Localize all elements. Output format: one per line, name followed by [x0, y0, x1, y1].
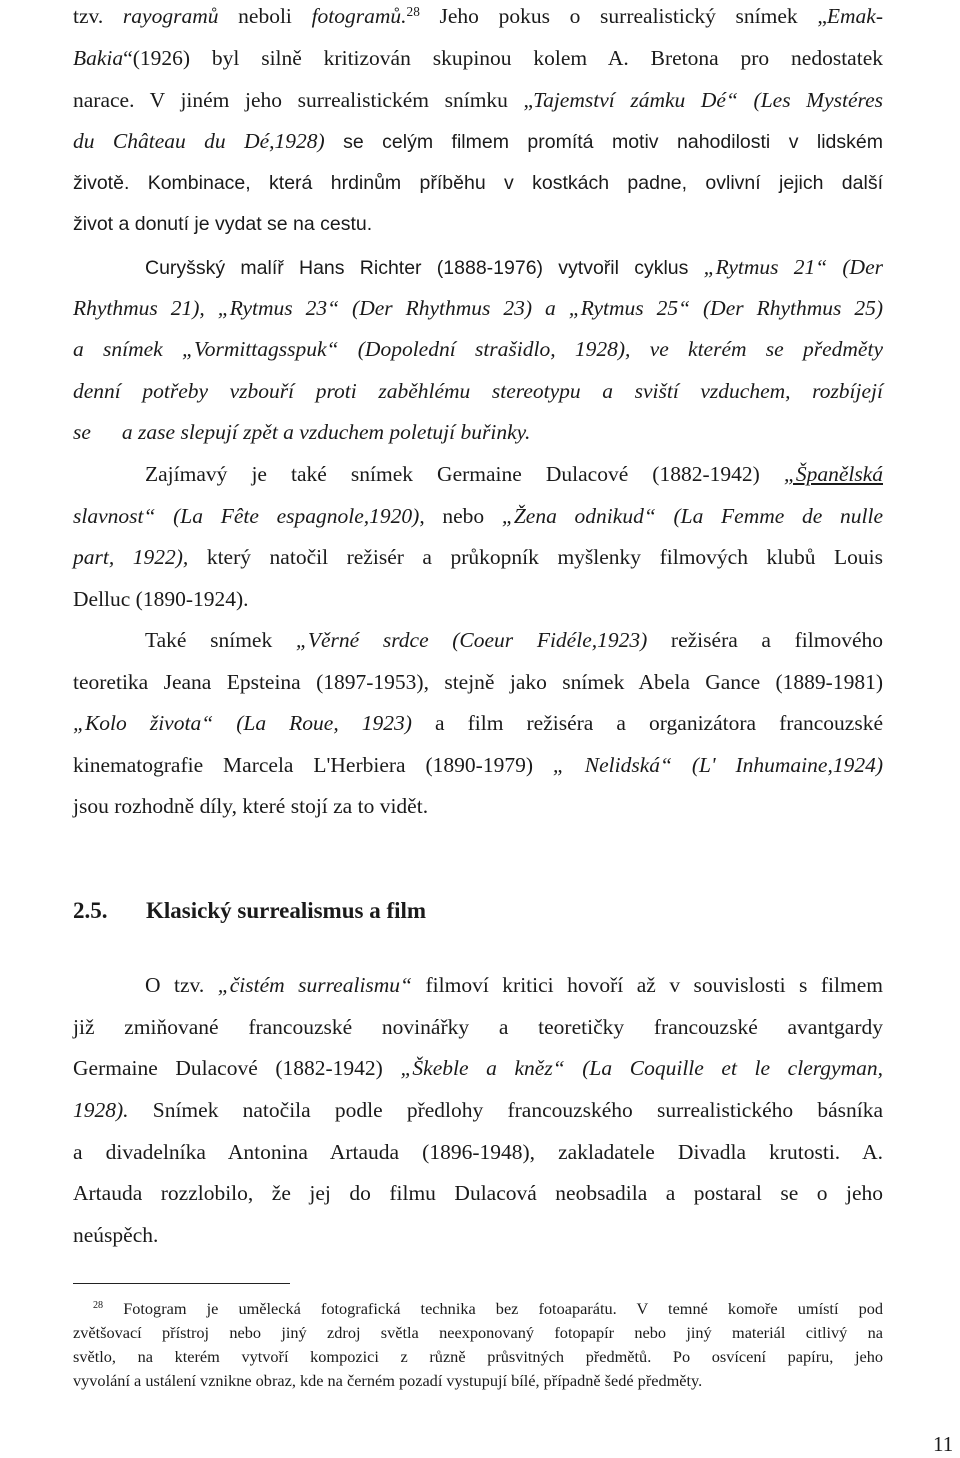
text-line: již zmiňované francouzské novinářky a teoretičky francouzské avantgardy [73, 1015, 883, 1039]
text-line: život a donutí je vydat se na cestu. [73, 213, 373, 235]
text-line: životě. Kombinace, která hrdinům příběhu v kostkách padne, ovlivní jejich další [73, 172, 883, 194]
text-line: Curyšský malíř Hans Richter (1888-1976) vytvořil cyklus „Rytmus 21“ (Der [145, 255, 883, 279]
footnote-line: vyvolání a ustálení vznikne obraz, kde na černém pozadí vystupují bílé, případně šedé předměty. [73, 1371, 703, 1390]
section-number: 2.5. [73, 898, 108, 923]
text-line: denní potřeby vzbouří proti zaběhlému stereotypu a sviští vzduchem, rozbíjejí [73, 379, 883, 403]
section-heading [73, 896, 426, 926]
text-line: Rhythmus 21), „Rytmus 23“ (Der Rhythmus 23) a „Rytmus 25“ (Der Rhythmus 25) [73, 296, 883, 320]
footnote-number: 28 [93, 1300, 104, 1312]
footnote-ref: 28 [406, 3, 420, 19]
text-line: du Château du Dé,1928) se celým filmem promítá motiv nahodilosti v lidském [73, 129, 883, 153]
text-line: 1928). Snímek natočila podle předlohy francouzského surrealistického básníka [73, 1098, 883, 1122]
text-line: narace. V jiném jeho surrealistickém snímku „Tajemství zámku Dé“ (Les Mystéres [73, 88, 883, 112]
footnote-line: $^{28}$ Fotogram je umělecká fotografická technika bez fotoaparátu. V temné komoře umístí pod [93, 1299, 883, 1318]
text-line: Delluc (1890-1924). [73, 587, 249, 611]
text-line: O tzv. „čistém surrealismu“ filmoví kritici hovoří až v souvislosti s filmem [145, 973, 883, 997]
text-line: teoretika Jeana Epsteina (1897-1953), stejně jako snímek Abela Gance (1889-1981) [73, 670, 883, 694]
footnote-divider [73, 1283, 290, 1284]
page-number: 11 [933, 1432, 954, 1456]
text-line: „Kolo života“ (La Roue, 1923) a film režiséra a organizátora francouzské [73, 711, 883, 735]
text-line: Zajímavý je také snímek Germaine Dulacové (1882-1942) „Španělská [145, 462, 883, 486]
text-line: Také snímek „Věrné srdce (Coeur Fidéle,1923) režiséra a filmového [145, 628, 883, 652]
text-line: neúspěch. [73, 1223, 159, 1247]
text-line: a divadelníka Antonina Artauda (1896-1948), zakladatele Divadla krutosti. A. [73, 1140, 883, 1164]
section-title: Klasický surrealismus a film [146, 898, 427, 923]
text-line: kinematografie Marcela L'Herbiera (1890-1979) „ Nelidská“ (L' Inhumaine,1924) [73, 753, 883, 777]
text-line: Bakia“(1926) byl silně kritizován skupinou kolem A. Bretona pro nedostatek [73, 46, 883, 70]
text-line: Artauda rozzlobilo, že jej do filmu Dulacová neobsadila a postaral se o jeho [73, 1181, 883, 1205]
text-line: jsou rozhodně díly, které stojí za to vidět. [73, 794, 429, 818]
text-line: tzv. rayogramů neboli fotogramů.$^{28}$ Jeho pokus o surrealistický snímek „Emak- [73, 3, 883, 28]
text-line: a snímek „Vormittagsspuk“ (Dopolední strašidlo, 1928), ve kterém se předměty [73, 337, 883, 361]
footnote-line: zvětšovací přístroj nebo jiný zdroj světla neexponovaný fotopapír nebo jiný materiál citlivý na [73, 1323, 883, 1342]
text-line: se a zase slepují zpět a vzduchem poletují buřinky. [73, 420, 531, 444]
text-line: part, 1922), který natočil režisér a průkopník myšlenky filmových klubů Louis [73, 545, 883, 569]
text-line: Germaine Dulacové (1882-1942) „Škeble a kněz“ (La Coquille et le clergyman, [73, 1056, 883, 1080]
footnote-line: světlo, na kterém vytvoří kompozici z různě průsvitných předmětů. Po osvícení papíru, jeho [73, 1347, 883, 1366]
text-line: slavnost“ (La Fête espagnole,1920), nebo „Žena odnikud“ (La Femme de nulle [73, 504, 884, 528]
